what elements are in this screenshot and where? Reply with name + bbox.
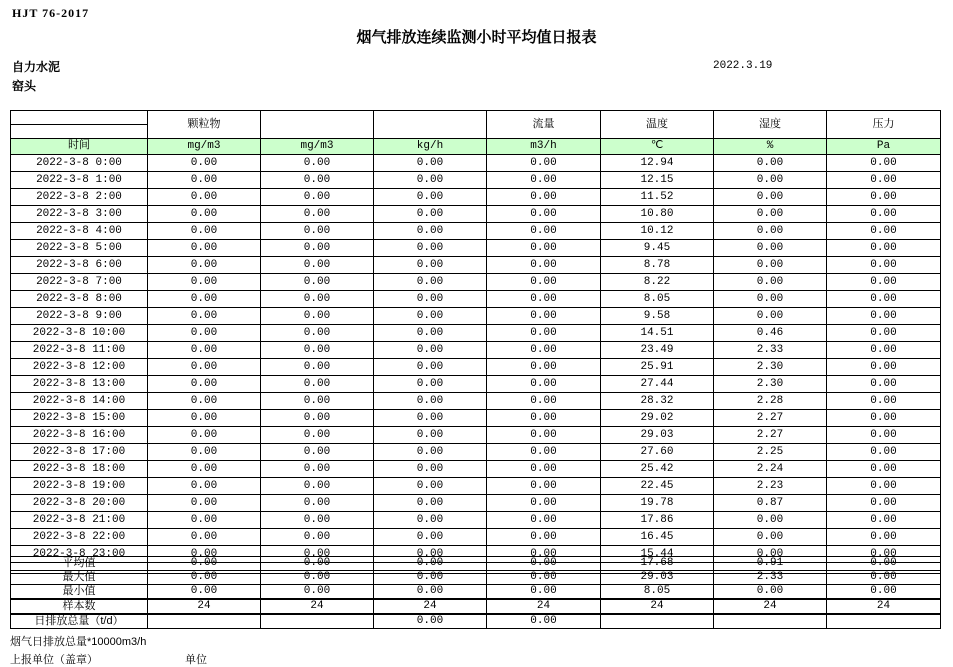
value-cell: 0.00 [374,274,487,291]
summary-value-cell: 0.91 [714,557,827,571]
value-cell: 0.00 [374,257,487,274]
value-cell: 0.00 [374,461,487,478]
value-cell: 2.33 [714,342,827,359]
value-cell: 0.00 [487,274,601,291]
summary-label-cell: 样本数 [11,599,148,614]
value-cell: 0.00 [714,308,827,325]
time-cell: 2022-3-8 7:00 [11,274,148,291]
table-row [11,206,941,223]
table-row [11,223,941,240]
value-cell: 0.00 [148,427,261,444]
summary-label-cell: 平均值 [11,557,148,571]
value-cell: 14.51 [601,325,714,342]
value-cell: 0.00 [714,546,827,563]
table-row [11,495,941,512]
summary-value-cell: 0.00 [148,585,261,600]
value-cell: 0.00 [487,342,601,359]
value-cell: 29.02 [601,410,714,427]
time-cell: 2022-3-8 14:00 [11,393,148,410]
value-cell: 0.00 [827,427,941,444]
value-cell: 0.00 [487,223,601,240]
value-cell: 0.00 [374,410,487,427]
value-cell: 0.00 [374,359,487,376]
table-row [11,359,941,376]
group-header-humidity: 湿度 [714,111,827,139]
value-cell: 0.00 [487,155,601,172]
value-cell: 0.00 [261,478,374,495]
value-cell: 0.00 [827,461,941,478]
summary-value-cell [601,614,714,629]
table-row [11,308,941,325]
value-cell: 2.25 [714,444,827,461]
value-cell: 28.32 [601,393,714,410]
table-row [11,529,941,546]
report-unit-label: 上报单位（盖章） [10,654,98,666]
value-cell: 0.00 [827,376,941,393]
value-cell: 0.87 [714,495,827,512]
value-cell: 0.00 [261,512,374,529]
unit-header-cell: ℃ [601,139,714,155]
value-cell: 0.00 [374,206,487,223]
value-cell: 2.28 [714,393,827,410]
value-cell: 0.00 [827,512,941,529]
summary-value-cell: 29.03 [601,571,714,585]
value-cell: 0.00 [148,291,261,308]
value-cell: 2.23 [714,478,827,495]
value-cell: 2.24 [714,461,827,478]
report-date: 2022.3.19 [713,60,773,72]
value-cell: 0.00 [827,495,941,512]
table-row [11,155,941,172]
value-cell: 0.00 [374,546,487,563]
value-cell: 0.00 [487,393,601,410]
value-cell: 0.00 [374,223,487,240]
summary-value-cell: 0.00 [374,557,487,571]
summary-value-cell: 24 [487,599,601,614]
time-cell: 2022-3-8 12:00 [11,359,148,376]
value-cell: 0.00 [827,444,941,461]
value-cell: 2.27 [714,410,827,427]
value-cell: 0.00 [148,308,261,325]
value-cell: 0.00 [714,155,827,172]
value-cell: 0.00 [487,172,601,189]
value-cell: 0.00 [148,393,261,410]
page-title: 烟气排放连续监测小时平均值日报表 [356,29,597,46]
table-row [11,189,941,206]
summary-value-cell: 8.05 [601,585,714,600]
doc-code: HJT 76-2017 [12,6,90,20]
summary-value-cell: 17.68 [601,557,714,571]
value-cell: 17.86 [601,512,714,529]
value-cell: 0.00 [148,325,261,342]
table-row [11,444,941,461]
summary-row [11,614,941,629]
value-cell: 11.52 [601,189,714,206]
value-cell: 10.80 [601,206,714,223]
value-cell: 0.00 [827,308,941,325]
table-row [11,291,941,308]
value-cell: 0.00 [148,206,261,223]
report-table [10,110,941,574]
time-cell: 2022-3-8 22:00 [11,529,148,546]
value-cell: 0.00 [261,155,374,172]
value-cell: 0.00 [374,172,487,189]
time-cell: 2022-3-8 21:00 [11,512,148,529]
value-cell: 0.00 [374,393,487,410]
value-cell: 0.00 [374,342,487,359]
table-row [11,342,941,359]
value-cell: 0.00 [148,444,261,461]
value-cell: 0.00 [714,223,827,240]
summary-value-cell: 0.00 [261,571,374,585]
value-cell: 0.00 [148,172,261,189]
value-cell: 0.00 [261,308,374,325]
value-cell: 0.00 [827,223,941,240]
value-cell: 2.30 [714,359,827,376]
value-cell: 0.00 [261,325,374,342]
summary-value-cell: 24 [261,599,374,614]
value-cell: 0.00 [827,410,941,427]
summary-value-cell: 24 [827,599,941,614]
summary-value-cell: 0.00 [374,571,487,585]
time-cell: 2022-3-8 3:00 [11,206,148,223]
value-cell: 0.00 [261,257,374,274]
summary-value-cell: 24 [714,599,827,614]
table-row [11,376,941,393]
unit-header-cell: mg/m3 [148,139,261,155]
value-cell: 0.00 [261,393,374,410]
value-cell: 0.00 [487,308,601,325]
summary-value-cell: 0.00 [487,614,601,629]
value-cell: 0.00 [374,495,487,512]
group-header-pressure: 压力 [827,111,941,139]
summary-value-cell [148,614,261,629]
value-cell: 0.00 [487,410,601,427]
group-header-row [11,111,941,125]
time-cell: 2022-3-8 13:00 [11,376,148,393]
table-row [11,478,941,495]
unit-header-cell: m3/h [487,139,601,155]
value-cell: 0.00 [827,342,941,359]
daily-total-note: 烟气日排放总量*10000m3/h [10,636,147,648]
value-cell: 0.00 [261,274,374,291]
value-cell: 0.00 [261,206,374,223]
summary-value-cell: 24 [374,599,487,614]
value-cell: 0.00 [261,291,374,308]
value-cell: 0.00 [148,223,261,240]
value-cell: 8.05 [601,291,714,308]
value-cell: 25.91 [601,359,714,376]
value-cell: 0.00 [148,359,261,376]
value-cell: 0.00 [487,240,601,257]
time-cell: 2022-3-8 23:00 [11,546,148,563]
time-cell: 2022-3-8 15:00 [11,410,148,427]
value-cell: 0.00 [261,342,374,359]
value-cell: 0.00 [827,257,941,274]
value-cell: 0.00 [827,172,941,189]
table-row [11,325,941,342]
value-cell: 0.00 [148,478,261,495]
value-cell: 0.00 [261,189,374,206]
value-cell: 0.00 [148,529,261,546]
value-cell: 0.00 [487,512,601,529]
value-cell: 0.00 [148,155,261,172]
value-cell: 0.00 [374,376,487,393]
value-cell: 0.00 [261,376,374,393]
group-header-temperature: 温度 [601,111,714,139]
summary-value-cell: 0.00 [148,571,261,585]
group-header-blank-2 [374,111,487,139]
summary-value-cell: 0.00 [487,585,601,600]
value-cell: 0.00 [374,291,487,308]
value-cell: 0.00 [148,342,261,359]
summary-label-cell: 最小值 [11,585,148,600]
value-cell: 0.00 [374,189,487,206]
value-cell: 0.00 [714,274,827,291]
unit-header-cell: Pa [827,139,941,155]
value-cell: 27.44 [601,376,714,393]
value-cell: 0.00 [827,478,941,495]
time-cell: 2022-3-8 11:00 [11,342,148,359]
time-cell: 2022-3-8 20:00 [11,495,148,512]
value-cell: 0.00 [487,546,601,563]
value-cell: 25.42 [601,461,714,478]
value-cell: 0.46 [714,325,827,342]
value-cell: 0.00 [487,461,601,478]
value-cell: 0.00 [714,291,827,308]
value-cell: 0.00 [261,495,374,512]
value-cell: 15.44 [601,546,714,563]
value-cell: 2.27 [714,427,827,444]
value-cell: 0.00 [487,189,601,206]
value-cell: 0.00 [827,359,941,376]
value-cell: 0.00 [714,189,827,206]
time-cell: 2022-3-8 19:00 [11,478,148,495]
value-cell: 9.45 [601,240,714,257]
time-cell: 2022-3-8 6:00 [11,257,148,274]
value-cell: 0.00 [827,291,941,308]
value-cell: 9.58 [601,308,714,325]
value-cell: 0.00 [374,308,487,325]
value-cell: 0.00 [714,257,827,274]
group-header-particulate: 颗粒物 [148,111,261,139]
value-cell: 0.00 [148,461,261,478]
value-cell: 0.00 [827,393,941,410]
summary-label-cell: 最大值 [11,571,148,585]
group-header-flow: 流量 [487,111,601,139]
summary-value-cell: 0.00 [261,557,374,571]
value-cell: 0.00 [487,257,601,274]
value-cell: 0.00 [148,410,261,427]
value-cell: 0.00 [827,206,941,223]
summary-table [10,556,941,629]
table-row [11,393,941,410]
time-cell: 2022-3-8 2:00 [11,189,148,206]
value-cell: 0.00 [148,495,261,512]
value-cell: 0.00 [827,529,941,546]
summary-value-cell: 0.00 [827,571,941,585]
table-row [11,172,941,189]
summary-label-cell: 日排放总量（t/d） [11,614,148,629]
value-cell: 0.00 [487,478,601,495]
table-row [11,461,941,478]
time-cell: 2022-3-8 1:00 [11,172,148,189]
value-cell: 0.00 [827,546,941,563]
value-cell: 0.00 [148,240,261,257]
value-cell: 0.00 [487,529,601,546]
value-cell: 0.00 [714,172,827,189]
value-cell: 0.00 [487,359,601,376]
unit-header-cell: mg/m3 [261,139,374,155]
value-cell: 0.00 [148,546,261,563]
summary-row [11,585,941,600]
time-cell: 2022-3-8 4:00 [11,223,148,240]
time-cell: 2022-3-8 18:00 [11,461,148,478]
value-cell: 0.00 [261,461,374,478]
station-name: 窑头 [12,79,37,93]
time-cell: 2022-3-8 5:00 [11,240,148,257]
value-cell: 0.00 [374,529,487,546]
value-cell: 0.00 [261,427,374,444]
summary-value-cell [714,614,827,629]
value-cell: 0.00 [827,240,941,257]
value-cell: 0.00 [827,325,941,342]
header-spacer-cell [11,125,148,139]
value-cell: 8.78 [601,257,714,274]
summary-value-cell: 0.00 [148,557,261,571]
value-cell: 12.15 [601,172,714,189]
value-cell: 0.00 [487,376,601,393]
value-cell: 0.00 [374,325,487,342]
value-cell: 0.00 [261,546,374,563]
value-cell: 23.49 [601,342,714,359]
company-name: 自力水泥 [12,60,61,74]
unit-header-cell: 时间 [11,139,148,155]
value-cell: 0.00 [487,495,601,512]
unit-header-row [11,139,941,155]
value-cell: 0.00 [374,512,487,529]
table-row [11,240,941,257]
summary-value-cell: 0.00 [374,585,487,600]
value-cell: 22.45 [601,478,714,495]
summary-value-cell: 0.00 [827,585,941,600]
value-cell: 0.00 [261,410,374,427]
time-cell: 2022-3-8 16:00 [11,427,148,444]
table-row [11,274,941,291]
summary-value-cell [261,614,374,629]
value-cell: 0.00 [827,189,941,206]
value-cell: 0.00 [261,529,374,546]
value-cell: 27.60 [601,444,714,461]
unit-label: 单位 [185,654,207,666]
summary-value-cell: 24 [601,599,714,614]
value-cell: 0.00 [487,291,601,308]
value-cell: 0.00 [714,240,827,257]
time-cell: 2022-3-8 8:00 [11,291,148,308]
summary-value-cell: 0.00 [827,557,941,571]
summary-value-cell: 0.00 [487,557,601,571]
table-row [11,427,941,444]
value-cell: 19.78 [601,495,714,512]
header-spacer-cell [11,111,148,125]
value-cell: 12.94 [601,155,714,172]
value-cell: 0.00 [374,478,487,495]
table-row [11,512,941,529]
summary-value-cell: 0.00 [374,614,487,629]
value-cell: 0.00 [487,325,601,342]
value-cell: 0.00 [827,274,941,291]
value-cell: 0.00 [714,512,827,529]
summary-row [11,571,941,585]
value-cell: 0.00 [261,223,374,240]
table-row [11,410,941,427]
summary-value-cell [827,614,941,629]
summary-value-cell: 2.33 [714,571,827,585]
time-cell: 2022-3-8 17:00 [11,444,148,461]
value-cell: 0.00 [487,444,601,461]
summary-value-cell: 24 [148,599,261,614]
value-cell: 0.00 [374,444,487,461]
unit-header-cell: kg/h [374,139,487,155]
summary-value-cell: 0.00 [261,585,374,600]
summary-value-cell: 0.00 [714,585,827,600]
value-cell: 0.00 [261,359,374,376]
value-cell: 0.00 [148,512,261,529]
value-cell: 0.00 [148,274,261,291]
summary-row [11,557,941,571]
value-cell: 16.45 [601,529,714,546]
value-cell: 0.00 [827,155,941,172]
group-header-blank-1 [261,111,374,139]
value-cell: 0.00 [148,189,261,206]
value-cell: 8.22 [601,274,714,291]
time-cell: 2022-3-8 9:00 [11,308,148,325]
time-cell: 2022-3-8 0:00 [11,155,148,172]
value-cell: 2.30 [714,376,827,393]
value-cell: 0.00 [148,376,261,393]
value-cell: 10.12 [601,223,714,240]
summary-value-cell: 0.00 [487,571,601,585]
unit-header-cell: % [714,139,827,155]
summary-row [11,599,941,614]
value-cell: 0.00 [261,444,374,461]
value-cell: 29.03 [601,427,714,444]
time-cell: 2022-3-8 10:00 [11,325,148,342]
value-cell: 0.00 [714,529,827,546]
value-cell: 0.00 [374,427,487,444]
value-cell: 0.00 [148,257,261,274]
value-cell: 0.00 [374,155,487,172]
value-cell: 0.00 [487,427,601,444]
value-cell: 0.00 [714,206,827,223]
value-cell: 0.00 [261,240,374,257]
value-cell: 0.00 [487,206,601,223]
value-cell: 0.00 [374,240,487,257]
value-cell: 0.00 [261,172,374,189]
table-row [11,257,941,274]
